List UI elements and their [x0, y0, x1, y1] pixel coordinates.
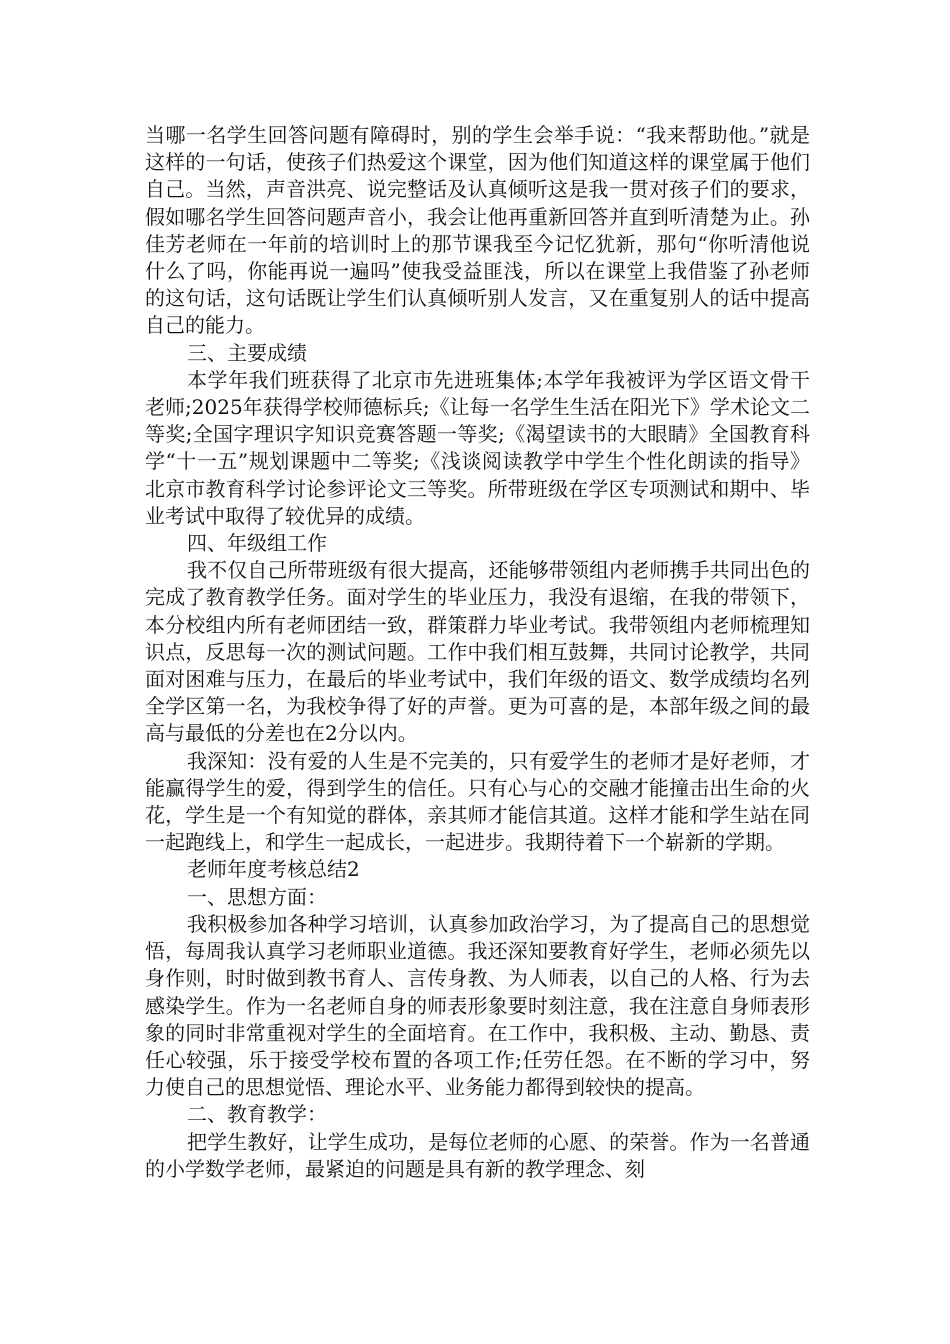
- section-heading: 一、思想方面：: [187, 884, 327, 909]
- body-paragraph: 把学生教好，让学生成功，是每位老师的心愿、的荣誉。作为一名普通的小学数学老师，最紧迫的问题是具有新的教学理念、刻: [145, 1129, 810, 1181]
- document-subtitle: 老师年度考核总结2: [187, 857, 360, 882]
- body-paragraph: 我深知：没有爱的人生是不完美的，只有爱学生的老师才是好老师，才能赢得学生的爱，得到学生的信任。只有心与心的交融才能撞击出生命的火花，学生是一个有知觉的群体，亲其师才能信其道。这样才能和学生站在同一起跑线上，和学生一起成长，一起进步。我期待着下一个崭新的学期。: [145, 748, 810, 855]
- body-paragraph: 我不仅自己所带班级有很大提高，还能够带领组内老师携手共同出色的完成了教育教学任务。面对学生的毕业压力，我没有退缩，在我的带领下，本分校组内所有老师团结一致，群策群力毕业考试。我带领组内老师梳理知识点，反思每一次的测试问题。工作中我们相互鼓舞，共同讨论教学，共同面对困难与压力，在最后的毕业考试中，我们年级的语文、数学成绩均名列全学区第一名，为我校争得了好的声誉。更为可喜的是，本部年级之间的最高与最低的分差也在2分以内。: [145, 558, 810, 746]
- document-page: [145, 122, 810, 1183]
- section-heading: 三、主要成绩: [187, 340, 307, 365]
- body-paragraph: 本学年我们班获得了北京市先进班集体;本学年我被评为学区语文骨干老师;2025年获得学校师德标兵;《让每一名学生生活在阳光下》学术论文二等奖;全国字理识字知识竞赛答题一等奖;《渴望读书的大眼睛》全国教育科学“十一五”规划课题中二等奖;《浅谈阅读教学中学生个性化朗读的指导》北京市教育科学讨论参评论文三等奖。所带班级在学区专项测试和期中、毕业考试中取得了较优异的成绩。: [145, 367, 810, 528]
- body-paragraph: 我积极参加各种学习培训，认真参加政治学习，为了提高自己的思想觉悟，每周我认真学习老师职业道德。我还深知要教育好学生，老师必须先以身作则，时时做到教书育人、言传身教、为人师表，以自己的人格、行为去感染学生。作为一名老师自身的师表形象要时刻注意，我在注意自身师表形象的同时非常重视对学生的全面培育。在工作中，我积极、主动、勤恳、责任心较强，乐于接受学校布置的各项工作;任劳任怨。在不断的学习中，努力使自己的思想觉悟、理论水平、业务能力都得到较快的提高。: [145, 911, 810, 1100]
- section-heading: 四、年级组工作: [187, 531, 327, 556]
- section-heading: 二、教育教学：: [187, 1102, 327, 1127]
- body-paragraph: 当哪一名学生回答问题有障碍时，别的学生会举手说：“我来帮助他。”就是这样的一句话，使孩子们热爱这个课堂，因为他们知道这样的课堂属于他们自己。当然，声音洪亮、说完整话及认真倾听这是我一贯对孩子们的要求，假如哪名学生回答问题声音小，我会让他再重新回答并直到听清楚为止。孙佳芳老师在一年前的培训时上的那节课我至今记忆犹新，那句“你听清他说什么了吗，你能再说一遍吗”使我受益匪浅，所以在课堂上我借鉴了孙老师的这句话，这句话既让学生们认真倾听别人发言，又在重复别人的话中提高自己的能力。: [145, 123, 810, 338]
